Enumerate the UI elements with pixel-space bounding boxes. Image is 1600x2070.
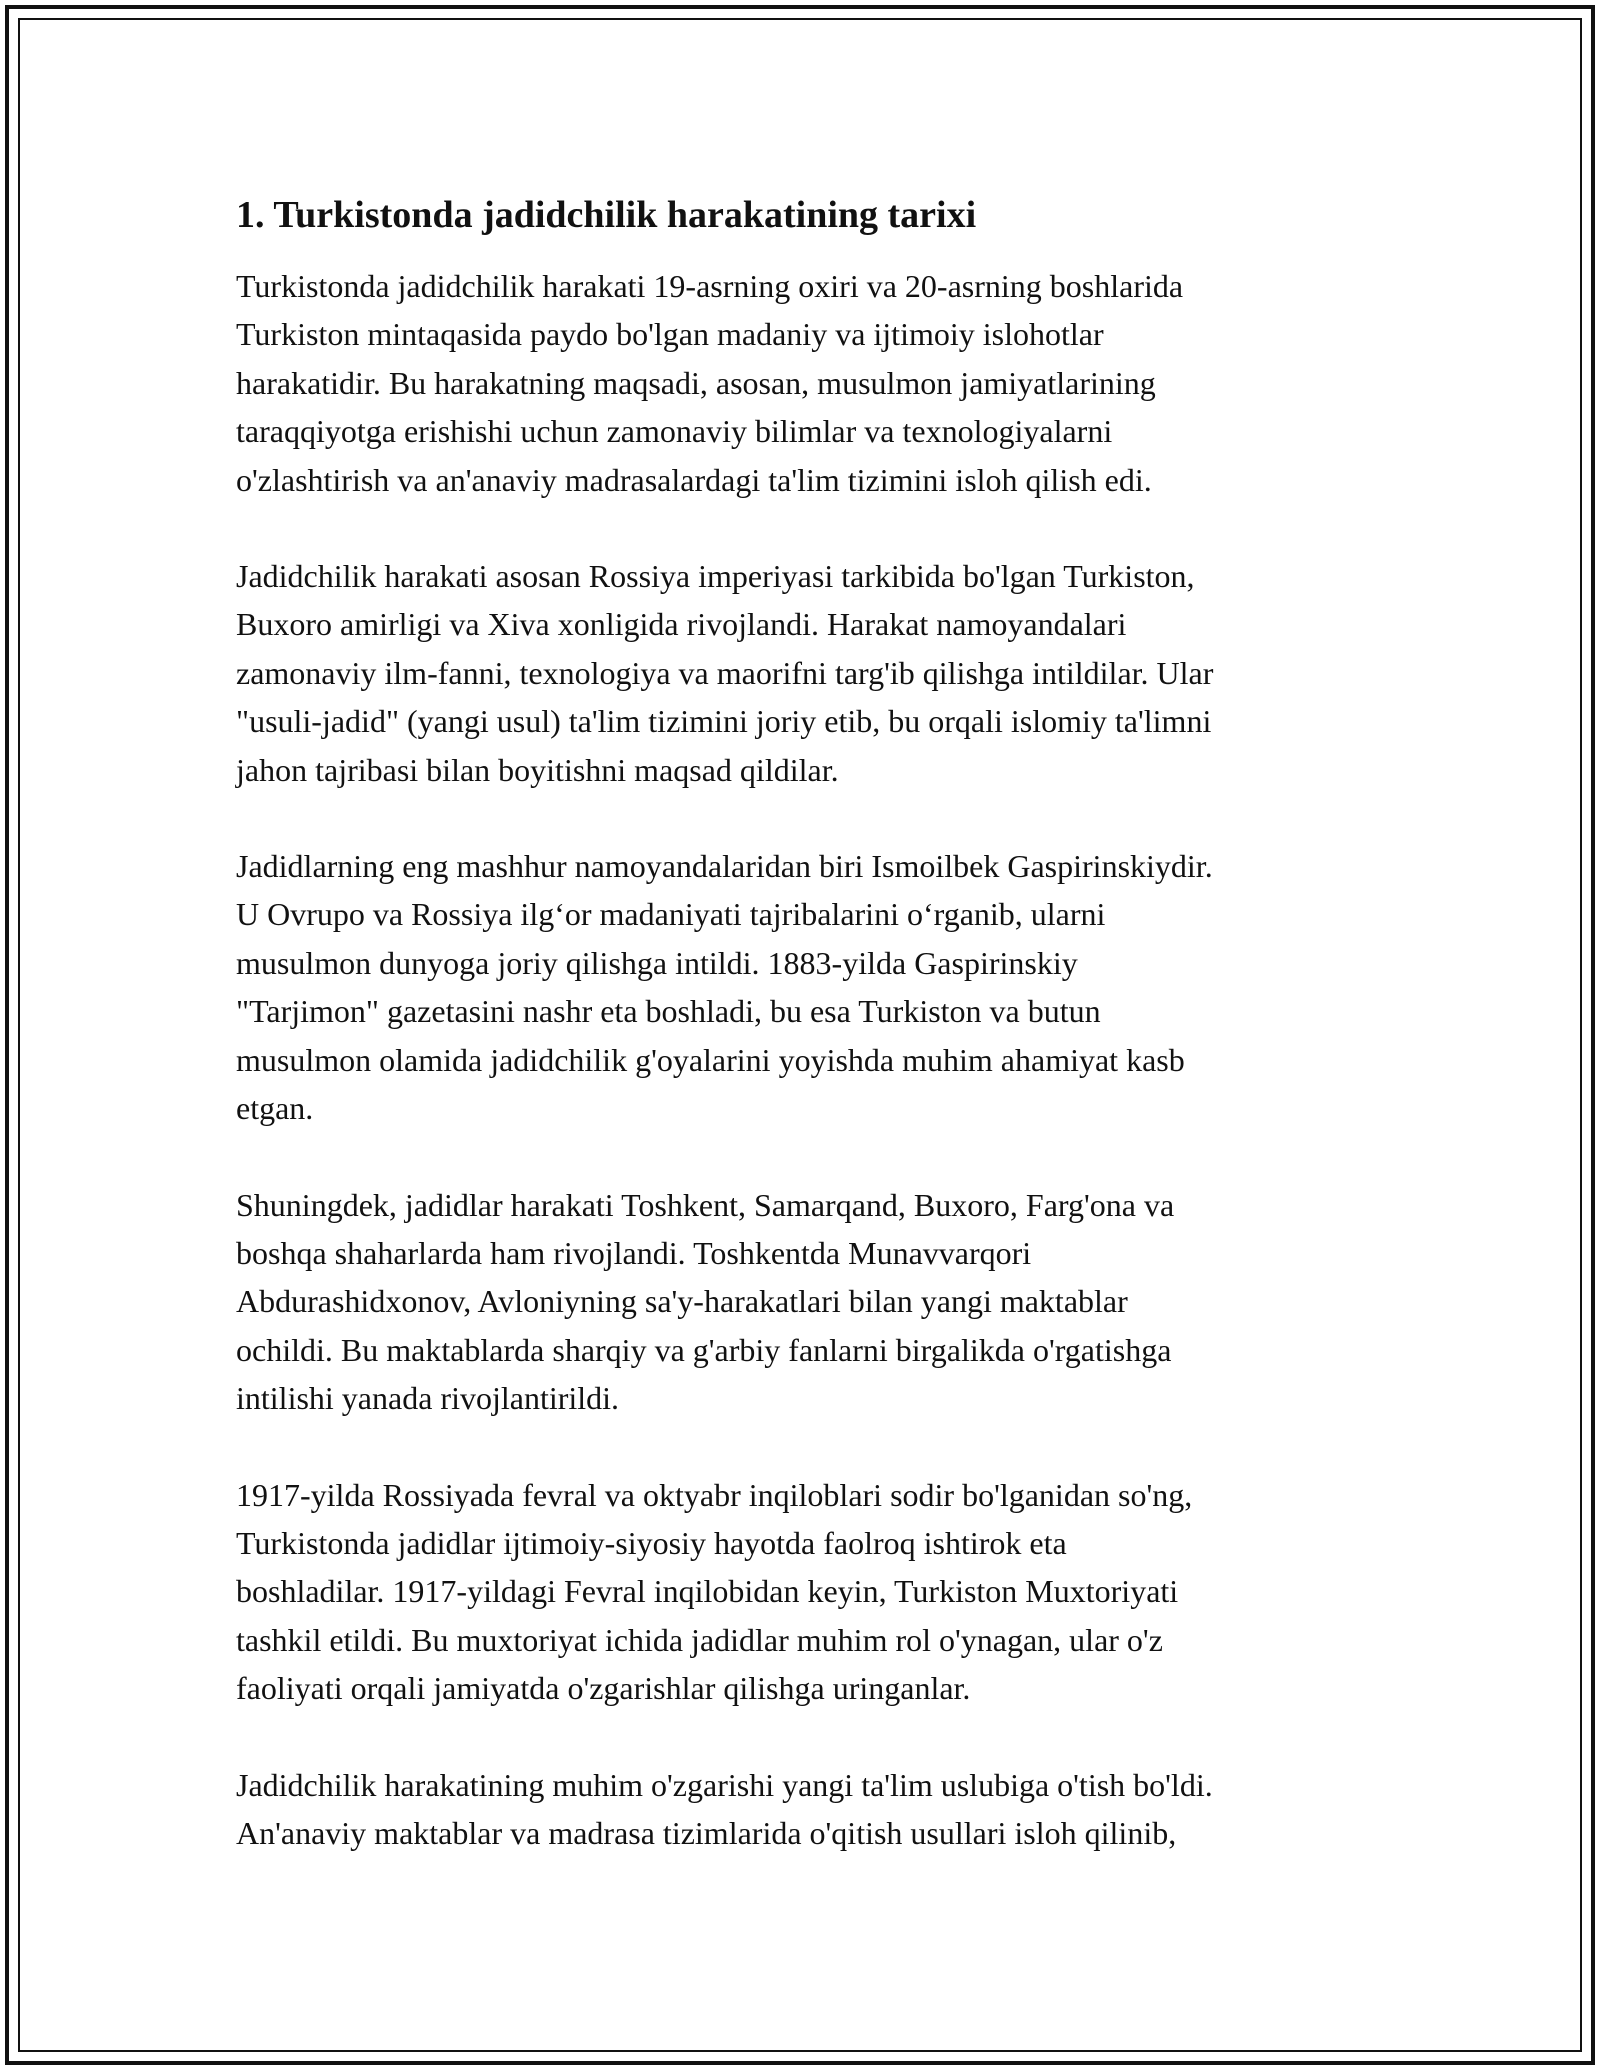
paragraph-line: Shuningdek, jadidlar harakati Toshkent, Samarqand, Buxoro, Farg'ona va (236, 1186, 1175, 1223)
paragraph-line: etgan. (236, 1090, 314, 1127)
paragraph-line: Jadidlarning eng mashhur namoyandalaridan biri Ismoilbek Gaspirinskiydir. (236, 848, 1213, 885)
paragraph-line: jahon tajribasi bilan boyitishni maqsad qildilar. (236, 751, 839, 788)
paragraph-line: musulmon dunyoga joriy qilishga intildi. 1883-yilda Gaspirinskiy (236, 944, 1078, 981)
paragraph-line: faoliyati orqali jamiyatda o'zgarishlar qilishga uringanlar. (236, 1670, 971, 1707)
paragraph-line: taraqqiyotga erishishi uchun zamonaviy bilimlar va texnologiyalarni (236, 413, 1113, 450)
paragraph-line: Abdurashidxonov, Avloniyning sa'y-harakatlari bilan yangi maktablar (236, 1283, 1128, 1320)
paragraph-line: Turkistonda jadidlar ijtimoiy-siyosiy hayotda faolroq ishtirok eta (236, 1524, 1067, 1561)
paragraph-line: harakatidir. Bu harakatning maqsadi, asosan, musulmon jamiyatlarining (236, 364, 1156, 401)
document-title: 1. Turkistonda jadidchilik harakatining tarixi (236, 194, 977, 236)
paragraph-line: o'zlashtirish va an'anaviy madrasalardagi ta'lim tizimini isloh qilish edi. (236, 461, 1152, 498)
paragraph-6 (236, 1761, 1376, 1858)
paragraph-5 (236, 1471, 1376, 1713)
paragraph-line: "Tarjimon" gazetasini nashr eta boshladi, bu esa Turkiston va butun (236, 993, 1101, 1030)
paragraph-line: ochildi. Bu maktablarda sharqiy va g'arbiy fanlarni birgalikda o'rgatishga (236, 1331, 1172, 1368)
paragraph-line: intilishi yanada rivojlantirildi. (236, 1380, 620, 1417)
paragraph-line: tashkil etildi. Bu muxtoriyat ichida jadidlar muhim rol o'ynagan, ular o'z (236, 1621, 1163, 1658)
paragraph-1 (236, 262, 1376, 504)
document-body (236, 186, 1376, 1905)
paragraph-line: An'anaviy maktablar va madrasa tizimlarida o'qitish usullari isloh qilinib, (236, 1814, 1177, 1851)
paragraph-2 (236, 552, 1376, 794)
paragraph-line: "usuli-jadid" (yangi usul) ta'lim tizimini joriy etib, bu orqali islomiy ta'limni (236, 703, 1212, 740)
paragraph-line: Turkiston mintaqasida paydo bo'lgan madaniy va ijtimoiy islohotlar (236, 316, 1104, 353)
paragraph-line: Buxoro amirligi va Xiva xonligida rivojlandi. Harakat namoyandalari (236, 606, 1127, 643)
paragraph-4 (236, 1181, 1376, 1423)
paragraph-line: musulmon olamida jadidchilik g'oyalarini yoyishda muhim ahamiyat kasb (236, 1041, 1185, 1078)
paragraph-3 (236, 842, 1376, 1132)
paragraph-line: Turkistonda jadidchilik harakati 19-asrning oxiri va 20-asrning boshlarida (236, 268, 1184, 304)
paragraph-line: 1917-yilda Rossiyada fevral va oktyabr inqiloblari sodir bo'lganidan so'ng, (236, 1476, 1193, 1513)
paragraph-line: boshqa shaharlarda ham rivojlandi. Toshkentda Munavvarqori (236, 1234, 1032, 1271)
paragraph-line: boshladilar. 1917-yildagi Fevral inqilobidan keyin, Turkiston Muxtoriyati (236, 1573, 1179, 1610)
paragraph-line: zamonaviy ilm-fanni, texnologiya va maorifni targ'ib qilishga intildilar. Ular (236, 654, 1214, 691)
paragraph-line: Jadidchilik harakatining muhim o'zgarishi yangi ta'lim uslubiga o'tish bo'ldi. (236, 1766, 1213, 1803)
paragraph-line: Jadidchilik harakati asosan Rossiya imperiyasi tarkibida bo'lgan Turkiston, (236, 558, 1195, 595)
paragraph-line: U Ovrupo va Rossiya ilg‘or madaniyati tajribalarini o‘rganib, ularni (236, 896, 1106, 933)
